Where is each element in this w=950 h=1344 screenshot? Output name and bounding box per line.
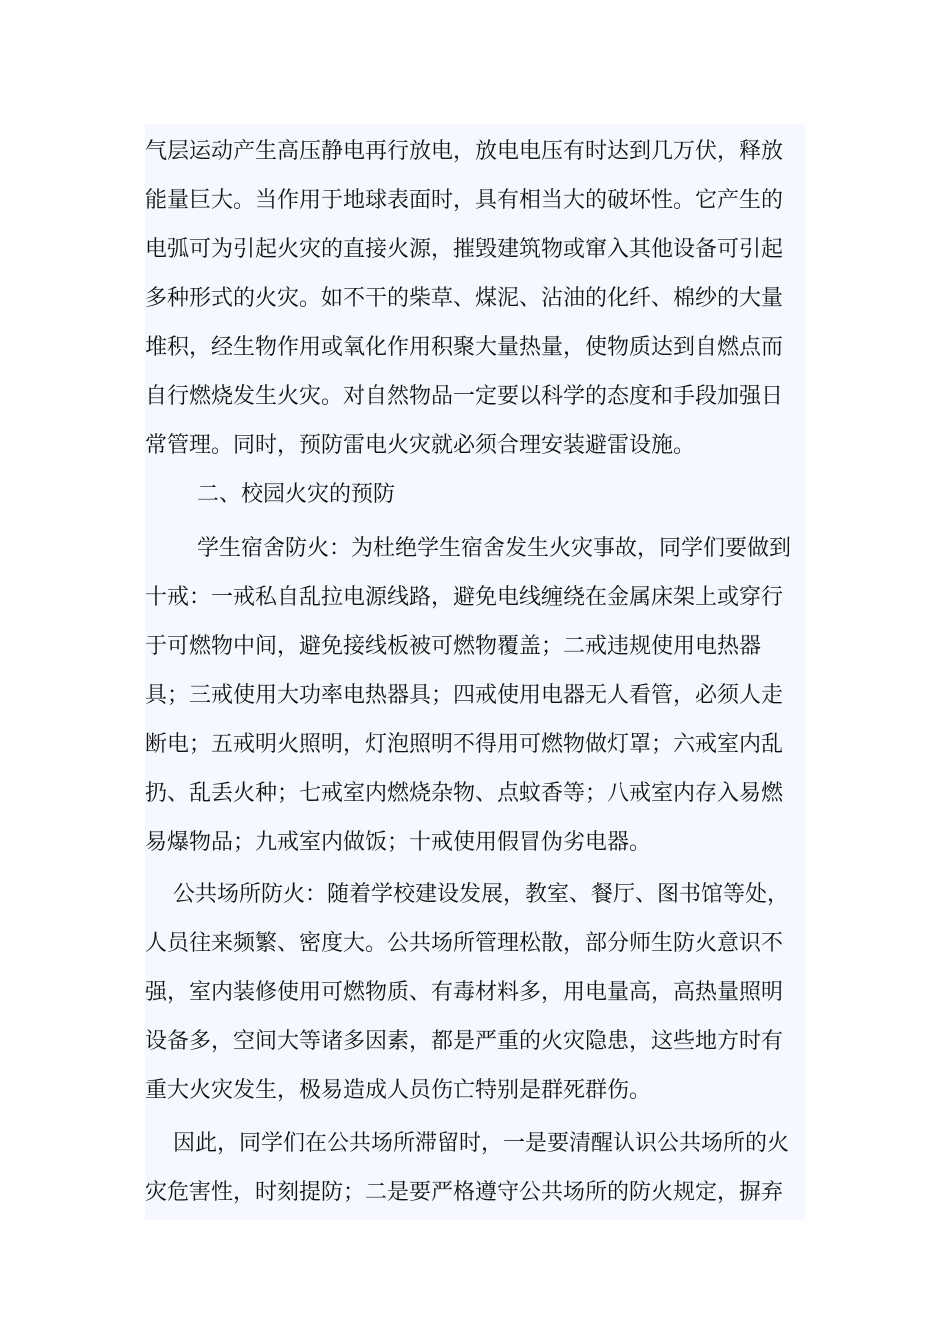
text-line: 强，室内装修使用可燃物质、有毒材料多，用电量高，高热量照明 (145, 980, 784, 1005)
section-heading: 二、校园火灾的预防 (197, 482, 396, 507)
text-line: 气层运动产生高压静电再行放电，放电电压有时达到几万伏，释放 (145, 139, 784, 164)
text-line: 人员往来频繁、密度大。公共场所管理松散，部分师生防火意识不 (145, 931, 784, 956)
text-line: 堆积，经生物作用或氧化作用积聚大量热量，使物质达到自燃点而 (145, 335, 784, 360)
text-line: 具；三戒使用大功率电热器具；四戒使用电器无人看管，必须人走 (145, 683, 784, 708)
text-line: 灾危害性，时刻提防；二是要严格遵守公共场所的防火规定，摒弃 (145, 1180, 784, 1205)
text-line: 公共场所防火：随着学校建设发展，教室、餐厅、图书馆等处， (173, 882, 790, 907)
text-line: 常管理。同时，预防雷电火灾就必须合理安装避雷设施。 (145, 433, 696, 458)
document-text-block (145, 124, 805, 1220)
text-line: 学生宿舍防火：为杜绝学生宿舍发生火灾事故，同学们要做到 (197, 536, 792, 561)
text-line: 扔、乱丢火种；七戒室内燃烧杂物、点蚊香等；八戒室内存入易燃 (145, 781, 784, 806)
text-line: 多种形式的火灾。如不干的柴草、煤泥、沾油的化纤、棉纱的大量 (145, 286, 784, 311)
text-line: 能量巨大。当作用于地球表面时，具有相当大的破坏性。它产生的 (145, 188, 784, 213)
text-line: 重大火灾发生，极易造成人员伤亡特别是群死群伤。 (145, 1078, 652, 1103)
text-line: 十戒：一戒私自乱拉电源线路，避免电线缠绕在金属床架上或穿行 (145, 585, 784, 610)
text-line: 断电；五戒明火照明，灯泡照明不得用可燃物做灯罩；六戒室内乱 (145, 732, 784, 757)
text-line: 于可燃物中间，避免接线板被可燃物覆盖；二戒违规使用电热器 (145, 634, 762, 659)
text-line: 自行燃烧发生火灾。对自然物品一定要以科学的态度和手段加强日 (145, 384, 784, 409)
text-line: 因此，同学们在公共场所滞留时，一是要清醒认识公共场所的火 (173, 1131, 790, 1156)
text-line: 易爆物品；九戒室内做饭；十戒使用假冒伪劣电器。 (145, 830, 652, 855)
text-line: 电弧可为引起火灾的直接火源，摧毁建筑物或窜入其他设备可引起 (145, 237, 784, 262)
text-line: 设备多，空间大等诸多因素，都是严重的火灾隐患，这些地方时有 (145, 1029, 784, 1054)
